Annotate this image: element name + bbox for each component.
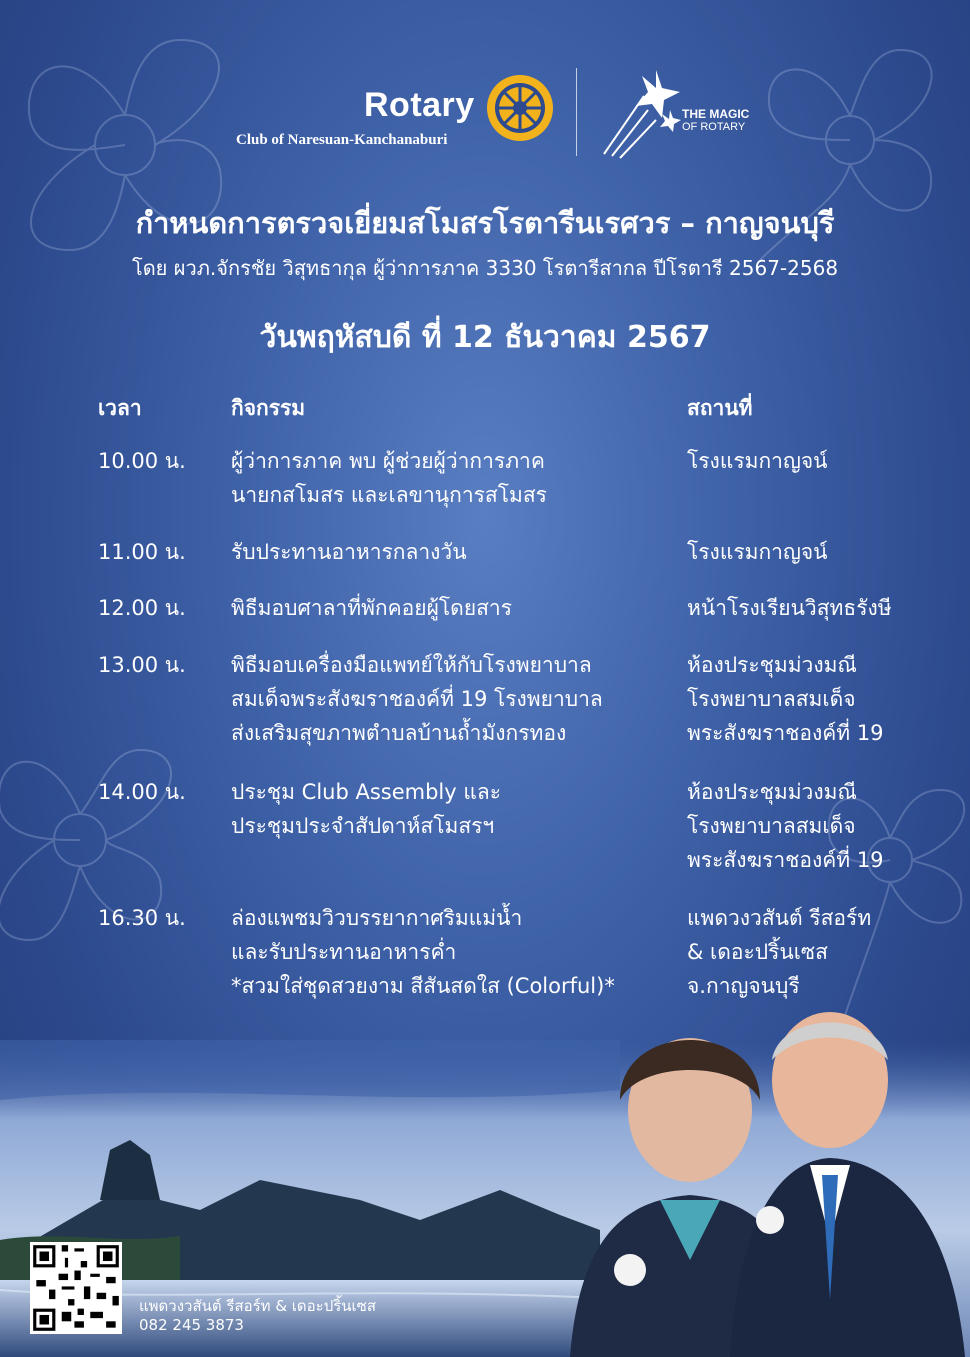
shooting-stars-icon: [598, 66, 688, 162]
activity-line: สมเด็จพระสังฆราชองค์ที่ 19 โรงพยาบาล: [231, 687, 603, 711]
place-line: แพดวงวสันต์ รีสอร์ท: [687, 906, 872, 930]
column-header-time: เวลา: [98, 396, 142, 420]
rotary-wordmark: Rotary: [364, 86, 475, 124]
row-activity: [231, 444, 671, 512]
place-line: & เดอะปริ้นเซส: [687, 940, 828, 964]
place-line: พระสังฆราชองค์ที่ 19: [687, 721, 884, 745]
row-time: 13.00 น.: [98, 653, 186, 677]
activity-line: *สวมใส่ชุดสวยงาม สีสันสดใส (Colorful)*: [231, 974, 615, 998]
activity-line: พิธีมอบศาลาที่พักคอยผู้โดยสาร: [231, 596, 513, 620]
logo-divider: [576, 68, 577, 156]
column-header-place: สถานที่: [687, 396, 753, 420]
row-place: [687, 648, 957, 750]
footer-venue: แพดวงวสันต์ รีสอร์ท & เดอะปริ้นเซส: [139, 1297, 377, 1315]
activity-line: นายกสโมสร และเลขานุการสโมสร: [231, 483, 547, 507]
activity-line: ส่งเสริมสุขภาพตำบลบ้านถ้ำมังกรทอง: [231, 721, 567, 745]
place-line: จ.กาญจนบุรี: [687, 974, 800, 998]
row-time: 11.00 น.: [98, 540, 186, 564]
qr-code[interactable]: [30, 1242, 122, 1334]
page-title: กำหนดการตรวจเยี่ยมสโมสรโรตารีนเรศวร – กาญจนบุรี: [135, 206, 835, 240]
row-place: [687, 444, 957, 478]
activity-line: และรับประทานอาหารค่ำ: [231, 940, 457, 964]
activity-line: ผู้ว่าการภาค พบ ผู้ช่วยผู้ว่าการภาค: [231, 449, 545, 473]
place-line: โรงพยาบาลสมเด็จ: [687, 814, 856, 838]
magic-of-rotary-logo: [598, 66, 768, 162]
row-activity: [231, 591, 671, 625]
activity-line: ล่องแพชมวิวบรรยากาศริมแม่น้ำ: [231, 906, 523, 930]
row-place: [687, 535, 957, 569]
event-date: วันพฤหัสบดี ที่ 12 ธันวาคม 2567: [259, 320, 711, 355]
place-line: ห้องประชุมม่วงมณี: [687, 653, 857, 677]
magic-of-rotary-text: [682, 108, 749, 133]
club-name: Club of Naresuan-Kanchanaburi: [236, 132, 448, 148]
place-line: ห้องประชุมม่วงมณี: [687, 780, 857, 804]
footer-phone: 082 245 3873: [139, 1316, 244, 1334]
place-line: โรงแรมกาญจน์: [687, 540, 828, 564]
column-header-activity: กิจกรรม: [231, 396, 306, 420]
activity-line: พิธีมอบเครื่องมือแพทย์ให้กับโรงพยาบาล: [231, 653, 592, 677]
row-activity: [231, 535, 671, 569]
magic-line2: OF ROTARY: [682, 121, 746, 133]
row-time: 10.00 น.: [98, 449, 186, 473]
rotary-wheel-icon: [484, 72, 556, 144]
place-line: โรงแรมกาญจน์: [687, 449, 828, 473]
row-place: [687, 775, 957, 877]
place-line: โรงพยาบาลสมเด็จ: [687, 687, 856, 711]
place-line: หน้าโรงเรียนวิสุทธรังษี: [687, 596, 892, 620]
flower-decoration-left: [0, 680, 230, 1000]
place-line: พระสังฆราชองค์ที่ 19: [687, 848, 884, 872]
row-time: 16.30 น.: [98, 906, 186, 930]
logo-row: [236, 66, 756, 166]
row-activity: [231, 775, 671, 843]
page-subtitle: โดย ผวภ.จักรชัย วิสุทธากุล ผู้ว่าการภาค 3330 โรตารีสากล ปีโรตารี 2567-2568: [131, 256, 839, 280]
row-activity: [231, 901, 671, 1003]
activity-line: รับประทานอาหารกลางวัน: [231, 540, 467, 564]
row-place: [687, 901, 957, 1003]
governor-couple-photo: [560, 1000, 970, 1357]
row-place: [687, 591, 957, 625]
activity-line: ประชุมประจำสัปดาห์สโมสรฯ: [231, 814, 495, 838]
row-activity: [231, 648, 671, 750]
row-time: 12.00 น.: [98, 596, 186, 620]
row-time: 14.00 น.: [98, 780, 186, 804]
activity-line: ประชุม Club Assembly และ: [231, 780, 502, 804]
magic-line1: THE MAGIC: [682, 107, 750, 121]
